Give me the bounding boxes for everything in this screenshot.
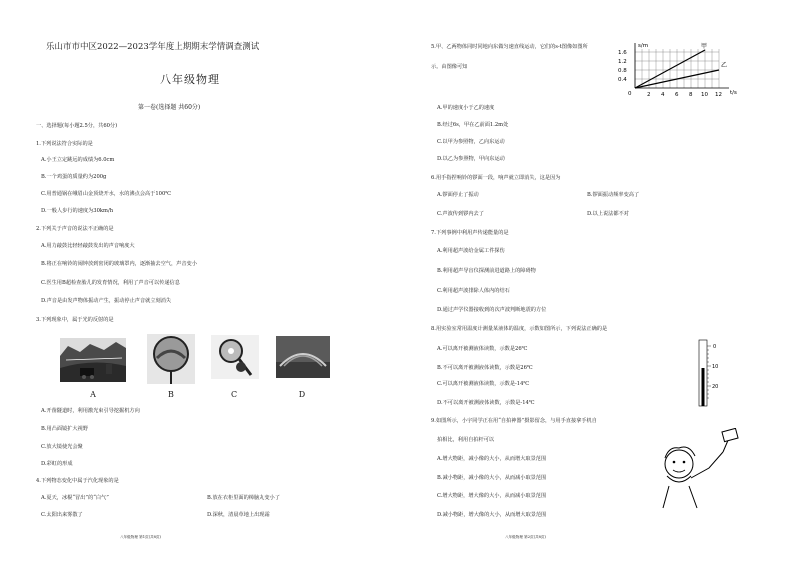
q6-stem: 6.用手指捏响铃的锣面一段，响声就立即消失，这是因为 [431, 175, 561, 181]
part-heading: 第一卷(选择题 共60分) [138, 104, 201, 111]
ytick-0.4: 0.4 [618, 77, 627, 83]
q3-stem: 3.下列现象中，属于光的反射的是 [36, 317, 114, 323]
graph-xlabel: t/s [730, 90, 737, 96]
q1-option-d: D.一般人步行的速度为30km/h [41, 208, 114, 214]
q3-option-c: C.放大镜使光会聚 [41, 444, 83, 450]
q2-option-a: A.用力敲鼓比轻轻敲鼓发出的声音响度大 [41, 243, 135, 249]
picture-label-d: D [298, 390, 306, 399]
q7-stem: 7.下列事例中利用声传递能量的是 [431, 230, 509, 236]
xtick-10: 10 [701, 92, 708, 98]
q6-option-b: B.锣面振动频率变高了 [587, 192, 640, 198]
q8-option-c: C.可以离开被测液体读数，示数是-14℃ [437, 381, 530, 387]
q5-stem-line1: 5.甲、乙两物体同时同地向东做匀速直线运动，它们的s-t图像如图所 [431, 44, 588, 50]
thermometer-liquid [702, 368, 705, 406]
q5-option-b: B.经过6s，甲在乙前面1.2m处 [437, 122, 509, 128]
page-footer: 八年级物理 第2页(共8页) [505, 535, 546, 539]
exam-subject: 八年级物理 [160, 73, 220, 86]
q5-stem-line2: 示。由图像可知 [431, 64, 468, 70]
q2-option-d: D.声音是由发声物体振动产生，振动停止声音就立刻消失 [41, 298, 172, 304]
q9-option-d: D.减小物距，增大像的大小，从而增大取景范围 [437, 512, 547, 518]
picture-label-c: C [230, 390, 238, 399]
q3-option-d: D.彩虹的形成 [41, 461, 73, 467]
q8-option-d: D.不可以离开被测液体读数，示数是-14℃ [437, 400, 535, 406]
q6-option-c: C.声波传到锣内去了 [437, 211, 484, 217]
thermometer [693, 338, 723, 410]
q3-option-b: B.用凸面镜扩大视野 [41, 426, 88, 432]
graph-ylabel: s/m [638, 43, 649, 49]
q1-option-b: B.一个鸡蛋的质量约为200g [41, 174, 107, 180]
xtick-4: 4 [661, 92, 665, 98]
page-footer: 八年级物理 第1页(共8页) [120, 535, 161, 539]
q9-stem-line2: 拍相比，利用自拍杆可以 [437, 437, 495, 443]
rainbow-picture [276, 336, 330, 378]
picture-label-a: A [90, 390, 96, 399]
convex-mirror-picture [147, 334, 195, 384]
xtick-8: 8 [689, 92, 693, 98]
right-page [397, 0, 794, 562]
xtick-12: 12 [715, 92, 722, 98]
q7-option-c: C.利用超声波排除人体内的结石 [437, 288, 510, 294]
tunnel-laser-picture [60, 338, 126, 382]
series-yi-label: 乙 [721, 62, 728, 69]
q7-option-d: D.通过声学仪器接收到的次声波判断地震的方位 [437, 307, 547, 313]
ytick-1.6: 1.6 [618, 50, 627, 56]
q2-option-b: B.将正在响铃的闹钟放到密闭的玻璃罩内，逐渐抽去空气，声音变小 [41, 261, 197, 267]
q8-option-a: A.可以离开被测液体读数，示数是26℃ [437, 346, 528, 352]
selfie-stick-picture [649, 428, 749, 510]
xtick-6: 6 [675, 92, 679, 98]
q1-stem: 1.下列说法符合实际的是 [36, 141, 93, 147]
q6-option-d: D.以上说法都不对 [587, 211, 629, 217]
q2-stem: 2.下列关于声音的说法不正确的是 [36, 226, 114, 232]
q6-option-a: A.锣面停止了振动 [437, 192, 479, 198]
thermo-tick-0: 0 [713, 344, 717, 350]
q8-stem: 8.用实验室常用温度计测量某液体的温度，示数如图所示，下列说法正确的是 [431, 326, 608, 332]
section-heading: 一、选择题(每小题2.5分，共60分) [36, 123, 118, 129]
q1-option-a: A.小王立定跳远的成绩为6.0cm [41, 157, 115, 163]
st-graph [615, 40, 743, 102]
q4-option-c: C.太阳出来雾散了 [41, 512, 83, 518]
q7-option-a: A.利用超声波给金属工件探伤 [437, 248, 505, 254]
picture-label-b: B [168, 390, 174, 399]
ytick-0.8: 0.8 [618, 68, 627, 74]
exam-title: 乐山市市中区2022—2023学年度上期期末学情调查测试 [46, 42, 260, 52]
q1-option-c: C.用普通锅在峨眉山金顶烧开水，水的沸点会高于100℃ [41, 191, 172, 197]
magnifier-picture [211, 335, 259, 379]
q7-option-b: B.利用超声导盲仪探测前进道路上的障碍物 [437, 268, 536, 274]
xtick-2: 2 [647, 92, 651, 98]
thermo-tick-10: 10 [712, 364, 719, 370]
ytick-0: 0 [628, 91, 632, 97]
q4-option-b: B.放在衣柜里面的樟脑丸变小了 [207, 495, 280, 501]
thermo-tick-20: 20 [712, 384, 719, 390]
q8-option-b: B.不可以离开被测液体读数，示数是26℃ [437, 365, 533, 371]
q3-option-a: A.开凿隧道时，利用激光束引导挖掘机方向 [41, 408, 140, 414]
q5-option-d: D.以乙为参照物，甲向东运动 [437, 156, 505, 162]
q4-option-d: D.深秋，清晨草地上出现霜 [207, 512, 270, 518]
q9-option-a: A.增大物距，减小像的大小，从而增大取景范围 [437, 456, 547, 462]
series-jia-label: 甲 [701, 43, 708, 50]
q9-option-c: C.增大物距，增大像的大小，从而减小取景范围 [437, 493, 547, 499]
q5-option-c: C.以甲为参照物，乙向东运动 [437, 139, 505, 145]
q9-stem-line1: 9.如图所示，小宇同学正在用“自拍神器”摄影留念，与用手直接拿手机自 [431, 418, 597, 424]
q9-option-b: B.减小物距，减小像的大小，从而减小取景范围 [437, 475, 547, 481]
q4-option-a: A.夏天，冰棍“冒出”的“白气” [41, 495, 109, 501]
q2-option-c: C.医生用B超检查胎儿的发育情况，利用了声音可以传递信息 [41, 280, 180, 286]
q5-option-a: A.甲的速度小于乙的速度 [437, 105, 495, 111]
q4-stem: 4.下列物态变化中属于汽化现象的是 [36, 478, 119, 484]
ytick-1.2: 1.2 [618, 59, 627, 65]
